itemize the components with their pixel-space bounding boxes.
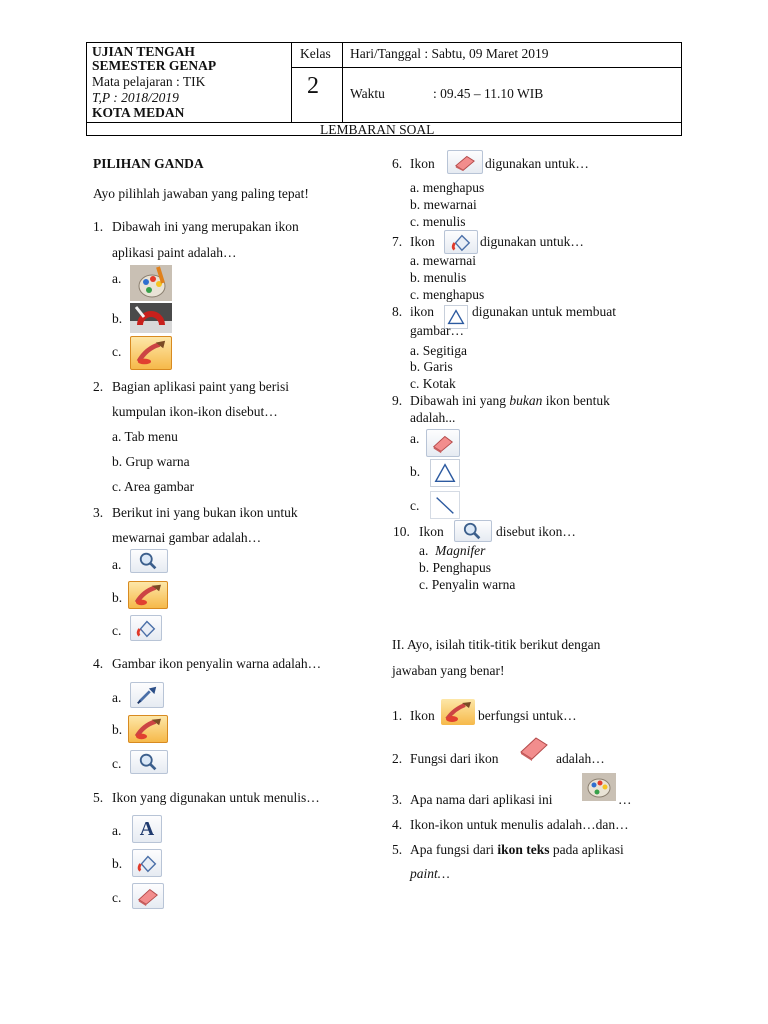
question-text-part: pada aplikasi [549, 842, 624, 857]
option-b: b. [112, 311, 123, 326]
emphasis-text: bukan [509, 393, 543, 408]
paint-app-icon [582, 773, 616, 801]
question-text: disebut ikon… [496, 524, 576, 539]
question-number: 3. [392, 792, 403, 807]
option-b: b. menulis [410, 270, 467, 285]
color-fill-icon [128, 715, 168, 743]
section-title: II. Ayo, isilah titik-titik berikut dengan [392, 637, 601, 652]
eraser-icon [516, 730, 552, 764]
exam-title: UJIAN TENGAH [92, 44, 195, 59]
option-a: a. [112, 823, 122, 838]
question-text: … [618, 792, 632, 807]
school-year: T,P : 2018/2019 [92, 90, 179, 105]
triangle-icon [430, 459, 460, 487]
question-text-part: ikon bentuk [542, 393, 610, 408]
option-b: b. Grup warna [112, 454, 190, 469]
red-magnet-icon [130, 303, 172, 333]
sheet-title: LEMBARAN SOAL [320, 122, 435, 137]
option-c: c. [112, 890, 122, 905]
option-a [419, 543, 485, 559]
class-value: 2 [307, 73, 319, 99]
eraser-icon [426, 429, 460, 457]
option-b: b. [112, 722, 123, 737]
fill-bucket-icon [444, 230, 478, 254]
magnifier-icon [454, 520, 492, 542]
question-number: 6. [392, 156, 403, 171]
eraser-icon [132, 883, 164, 909]
section-title: PILIHAN GANDA [93, 156, 204, 171]
question-text [410, 842, 624, 858]
option-b: b. [112, 590, 123, 605]
question-number: 3. [93, 505, 104, 520]
option-b: b. mewarnai [410, 197, 477, 212]
magnifier-icon [130, 549, 168, 573]
question-text: Gambar ikon penyalin warna adalah… [112, 656, 322, 671]
question-text: paint… [410, 866, 450, 881]
class-label: Kelas [300, 46, 331, 61]
header-divider [292, 67, 682, 68]
question-number: 10. [393, 524, 410, 539]
instruction: Ayo pilihlah jawaban yang paling tepat! [93, 186, 309, 201]
question-text: digunakan untuk… [480, 234, 584, 249]
option-c: c. [112, 344, 122, 359]
option-c: c. Penyalin warna [419, 577, 516, 592]
bold-text: ikon teks [497, 842, 550, 857]
option-c: c. Kotak [410, 376, 456, 391]
color-picker-icon [130, 682, 164, 708]
text-tool-icon: A [132, 815, 162, 843]
eraser-icon [447, 150, 483, 174]
option-c: c. menulis [410, 214, 466, 229]
option-a: a. [112, 690, 122, 705]
question-text: Dibawah ini yang merupakan ikon [112, 219, 299, 234]
question-text-part: Apa fungsi dari [410, 842, 498, 857]
option-a-text: Magnifer [435, 543, 486, 558]
option-a: a. Segitiga [410, 343, 467, 358]
question-text: kumpulan ikon-ikon disebut… [112, 404, 278, 419]
time-value: : 09.45 – 11.10 WIB [433, 86, 544, 101]
color-fill-icon [128, 581, 168, 609]
option-a: a. Tab menu [112, 429, 178, 444]
exam-title: SEMESTER GENAP [92, 58, 217, 73]
option-b: b. [112, 856, 123, 871]
question-text: Ikon [410, 234, 435, 249]
line-icon [430, 491, 460, 519]
question-number: 1. [93, 219, 104, 234]
question-text: Ikon yang digunakan untuk menulis… [112, 790, 320, 805]
question-text: Fungsi dari ikon [410, 751, 499, 766]
question-text: Ikon-ikon untuk menulis adalah…dan… [410, 817, 629, 832]
option-c: c. [410, 498, 420, 513]
option-a: a. mewarnai [410, 253, 476, 268]
option-a-letter: a. [419, 543, 429, 558]
option-a: a. [410, 431, 420, 446]
question-text: Berikut ini yang bukan ikon untuk [112, 505, 298, 520]
question-number: 1. [392, 708, 403, 723]
question-text: aplikasi paint adalah… [112, 245, 237, 260]
question-text: adalah... [410, 410, 456, 425]
section-title: jawaban yang benar! [392, 663, 505, 678]
paint-app-icon [130, 265, 172, 301]
color-fill-icon [441, 699, 475, 725]
option-c: c. menghapus [410, 287, 485, 302]
option-b: b. Garis [410, 359, 453, 374]
option-a: a. menghapus [410, 180, 485, 195]
color-fill-icon [130, 336, 172, 370]
question-text: digunakan untuk… [485, 156, 589, 171]
question-text: digunakan untuk membuat [472, 304, 616, 319]
question-number: 8. [392, 304, 403, 319]
option-a: a. [112, 557, 122, 572]
city-label: KOTA MEDAN [92, 105, 185, 120]
question-text: Ikon [419, 524, 444, 539]
question-text: Bagian aplikasi paint yang berisi [112, 379, 289, 394]
time-label: Waktu [350, 86, 385, 101]
question-number: 5. [392, 842, 403, 857]
question-number: 7. [392, 234, 403, 249]
option-b: b. Penghapus [419, 560, 491, 575]
option-a: a. [112, 271, 122, 286]
magnifier-icon [130, 750, 168, 774]
exam-date: Hari/Tanggal : Sabtu, 09 Maret 2019 [350, 46, 549, 61]
question-text: Ikon [410, 708, 435, 723]
subject-label: Mata pelajaran : TIK [92, 74, 206, 89]
question-text: Ikon [410, 156, 435, 171]
question-text: gambar… [410, 323, 464, 338]
question-number: 9. [392, 393, 403, 408]
option-b: b. [410, 464, 421, 479]
option-c: c. [112, 623, 122, 638]
question-text: adalah… [556, 751, 605, 766]
fill-bucket-icon [130, 615, 162, 641]
question-number: 2. [392, 751, 403, 766]
question-number: 2. [93, 379, 104, 394]
option-c: c. [112, 756, 122, 771]
question-text: berfungsi untuk… [478, 708, 577, 723]
question-number: 5. [93, 790, 104, 805]
fill-bucket-icon [132, 849, 162, 877]
question-text-part: Dibawah ini yang [410, 393, 510, 408]
option-c: c. Area gambar [112, 479, 195, 494]
question-text: ikon [410, 304, 435, 319]
question-text: mewarnai gambar adalah… [112, 530, 262, 545]
question-text: Apa nama dari aplikasi ini [410, 792, 553, 807]
question-number: 4. [93, 656, 104, 671]
question-text [410, 393, 610, 409]
question-number: 4. [392, 817, 403, 832]
